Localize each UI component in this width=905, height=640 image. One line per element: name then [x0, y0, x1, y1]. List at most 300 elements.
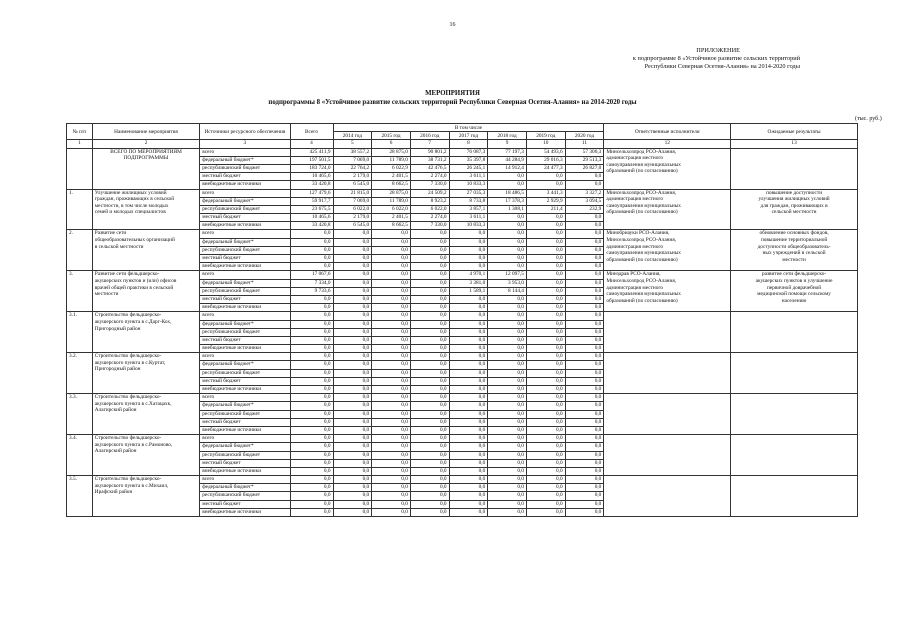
executor-line: Минсельхозпрод РСО-Алания, — [606, 189, 677, 196]
amount-cell: 23 675,5 — [290, 205, 333, 213]
funding-source: федеральный бюджет* — [200, 197, 290, 205]
amount-cell: 0,0 — [372, 328, 411, 336]
expected-results — [731, 476, 858, 517]
amount-cell: 0,0 — [290, 467, 333, 475]
table-row — [67, 271, 858, 279]
amount-cell: 0,0 — [565, 345, 604, 353]
amount-cell: 0,0 — [410, 361, 449, 369]
executor-line: администрация местного — [606, 155, 664, 162]
result-line: развитие сети фельдшерско- — [761, 271, 827, 278]
appendix-title: ПРИЛОЖЕНИЕ — [696, 47, 740, 54]
header-total: Всего — [290, 124, 333, 140]
amount-cell: 0,0 — [290, 451, 333, 459]
executor-line: образований (по согласованию) — [606, 256, 678, 263]
funding-source: всего — [200, 312, 290, 320]
expected-results — [731, 271, 858, 312]
amount-cell: 77 197,3 — [488, 148, 527, 156]
amount-cell: 0,0 — [526, 500, 565, 508]
amount-cell: 44 284,9 — [488, 156, 527, 164]
amount-cell: 0,0 — [333, 320, 372, 328]
amount-cell: 8 923,2 — [410, 197, 449, 205]
document-heading — [0, 89, 905, 107]
row-number: 3.4. — [67, 435, 93, 476]
amount-cell: 0,0 — [526, 181, 565, 189]
amount-cell: 0,0 — [488, 410, 527, 418]
amount-cell: 0,0 — [488, 459, 527, 467]
header-year: 2017 год — [449, 132, 488, 140]
expected-results — [731, 353, 858, 394]
amount-cell: 0,0 — [488, 246, 527, 254]
executors — [604, 189, 731, 230]
amount-cell: 0,0 — [449, 353, 488, 361]
amount-cell: 0,0 — [372, 377, 411, 385]
funding-source: местный бюджет — [200, 295, 290, 303]
amount-cell: 0,0 — [290, 484, 333, 492]
amount-cell: 0,0 — [410, 410, 449, 418]
amount-cell: 0,0 — [449, 500, 488, 508]
header-year: 2015 год — [372, 132, 411, 140]
measure-name-line: граждан, проживающих в сельской — [94, 196, 175, 203]
amount-cell: 0,0 — [488, 255, 527, 263]
amount-cell: 0,0 — [526, 263, 565, 271]
amount-cell: 0,0 — [290, 435, 333, 443]
appendix-line: Республики Северная Осетия-Алания» на 2014-2020 годы — [644, 63, 800, 70]
amount-cell: 6 022,0 — [333, 205, 372, 213]
amount-cell: 0,0 — [333, 459, 372, 467]
amount-cell: 2 274,0 — [410, 173, 449, 181]
amount-cell: 0,0 — [449, 459, 488, 467]
amount-cell: 0,0 — [526, 459, 565, 467]
table-row — [67, 148, 858, 156]
amount-cell: 0,0 — [333, 410, 372, 418]
amount-cell: 232,9 — [565, 205, 604, 213]
amount-cell: 0,0 — [449, 263, 488, 271]
table-row — [67, 394, 858, 402]
amount-cell: 425 411,9 — [290, 148, 333, 156]
expected-results — [731, 394, 858, 435]
amount-cell: 0,0 — [488, 181, 527, 189]
amount-cell: 0,0 — [333, 508, 372, 516]
executor-line: Минобрнауки РСО-Алания, — [606, 230, 670, 237]
measure-name-line: общеобразовательных организаций — [94, 237, 175, 244]
amount-cell: 0,0 — [333, 238, 372, 246]
amount-cell: 0,0 — [372, 353, 411, 361]
column-number: 6 — [372, 140, 411, 148]
amount-cell: 0,0 — [488, 238, 527, 246]
amount-cell: 0,0 — [526, 508, 565, 516]
funding-source: внебюджетные источники — [200, 508, 290, 516]
header-year: 2016 год — [410, 132, 449, 140]
measure-name — [92, 394, 199, 435]
amount-cell: 0,0 — [526, 410, 565, 418]
funding-source: федеральный бюджет* — [200, 361, 290, 369]
amount-cell: 0,0 — [333, 418, 372, 426]
amount-cell: 0,0 — [449, 336, 488, 344]
amount-cell: 0,0 — [565, 304, 604, 312]
amount-cell: 0,0 — [449, 492, 488, 500]
amount-cell: 0,0 — [565, 443, 604, 451]
executors — [604, 476, 731, 517]
amount-cell: 0,0 — [372, 230, 411, 238]
amount-cell: 29 016,3 — [526, 156, 565, 164]
amount-cell: 0,0 — [565, 263, 604, 271]
amount-cell: 0,0 — [565, 328, 604, 336]
amount-cell: 0,0 — [565, 394, 604, 402]
amount-cell: 0,0 — [410, 451, 449, 459]
funding-source: республиканский бюджет — [200, 492, 290, 500]
amount-cell: 0,0 — [333, 484, 372, 492]
amount-cell: 0,0 — [410, 263, 449, 271]
measure-name-line: местности — [94, 291, 119, 298]
amount-cell: 0,0 — [526, 312, 565, 320]
amount-cell: 0,0 — [565, 320, 604, 328]
amount-cell: 0,0 — [372, 467, 411, 475]
executor-line: Минсельхозпрод РСО-Алания, — [606, 277, 677, 284]
amount-cell: 0,0 — [410, 255, 449, 263]
header-executors: Ответственные исполнители — [604, 124, 731, 140]
executor-line: образований (по согласованию) — [606, 209, 678, 216]
amount-cell: 0,0 — [526, 255, 565, 263]
amount-cell: 0,0 — [565, 386, 604, 394]
result-line: сельской местности — [771, 209, 817, 216]
amount-cell: 0,0 — [449, 402, 488, 410]
amount-cell: 0,0 — [565, 500, 604, 508]
funding-source: внебюджетные источники — [200, 263, 290, 271]
amount-cell: 0,0 — [526, 336, 565, 344]
measure-name-line: Пригородный район — [94, 325, 141, 332]
amount-cell: 0,0 — [290, 377, 333, 385]
row-number: 1. — [67, 189, 93, 230]
amount-cell: 1 308,1 — [488, 205, 527, 213]
amount-cell: 0,0 — [290, 353, 333, 361]
column-number: 8 — [449, 140, 488, 148]
result-line: доступности общеобразователь- — [757, 243, 831, 250]
amount-cell: 0,0 — [449, 328, 488, 336]
amount-cell: 0,0 — [290, 328, 333, 336]
amount-cell: 0,0 — [290, 336, 333, 344]
amount-cell: 0,0 — [526, 279, 565, 287]
measure-name — [92, 476, 199, 517]
amount-cell: 0,0 — [410, 500, 449, 508]
amount-cell: 3 441,3 — [526, 189, 565, 197]
executor-line: Минздрав РСО-Алания, — [606, 271, 661, 278]
result-line: медицинской помощи сельскому — [757, 291, 831, 298]
measures-table — [66, 123, 858, 517]
expected-results — [731, 148, 858, 189]
amount-cell: 0,0 — [410, 459, 449, 467]
funding-source: внебюджетные источники — [200, 426, 290, 434]
amount-cell: 0,0 — [449, 410, 488, 418]
funding-source: внебюджетные источники — [200, 345, 290, 353]
column-number: 3 — [200, 140, 290, 148]
amount-cell: 0,0 — [526, 476, 565, 484]
measure-name — [92, 435, 199, 476]
amount-cell: 0,0 — [449, 451, 488, 459]
amount-cell: 6 545,0 — [333, 222, 372, 230]
funding-source: местный бюджет — [200, 214, 290, 222]
result-line: обновление основных фондов, — [759, 230, 829, 237]
amount-cell: 0,0 — [488, 394, 527, 402]
executor-line: администрация местного — [606, 284, 664, 291]
amount-cell: 0,0 — [488, 304, 527, 312]
amount-cell: 0,0 — [290, 361, 333, 369]
amount-cell: 0,0 — [565, 426, 604, 434]
amount-cell: 2 274,0 — [410, 214, 449, 222]
amount-cell: 7 069,0 — [333, 197, 372, 205]
amount-cell: 6 545,0 — [333, 181, 372, 189]
amount-cell: 2 179,0 — [333, 214, 372, 222]
amount-cell: 183 724,0 — [290, 164, 333, 172]
amount-cell: 0,0 — [488, 230, 527, 238]
amount-cell: 0,0 — [410, 426, 449, 434]
amount-cell: 0,0 — [526, 214, 565, 222]
amount-cell: 0,0 — [372, 386, 411, 394]
header-year: 2020 год — [565, 132, 604, 140]
measure-name-line: акушерского пункта в с.Дарг-Кох, — [94, 318, 172, 325]
funding-source: внебюджетные источники — [200, 222, 290, 230]
amount-cell: 0,0 — [290, 230, 333, 238]
page-number: 16 — [449, 22, 456, 28]
header-results: Ожидаемые результаты — [731, 124, 858, 140]
amount-cell: 0,0 — [333, 386, 372, 394]
executor-line: самоуправления муниципальных — [606, 291, 681, 298]
amount-cell: 0,0 — [488, 467, 527, 475]
amount-cell: 0,0 — [410, 328, 449, 336]
amount-cell: 0,0 — [526, 443, 565, 451]
amount-cell: 0,0 — [290, 238, 333, 246]
amount-cell: 0,0 — [488, 377, 527, 385]
executors — [604, 353, 731, 394]
amount-cell: 33 420,8 — [290, 181, 333, 189]
amount-cell: 0,0 — [333, 443, 372, 451]
result-line: населению — [781, 297, 807, 304]
funding-source: федеральный бюджет* — [200, 484, 290, 492]
funding-source: всего — [200, 353, 290, 361]
measure-name-line: семей и молодых специалистов — [94, 209, 166, 216]
measure-name-line: Алагирский район — [94, 448, 137, 455]
amount-cell: 0,0 — [410, 271, 449, 279]
amount-cell: 0,0 — [410, 295, 449, 303]
amount-cell: 0,0 — [449, 508, 488, 516]
amount-cell: 0,0 — [565, 279, 604, 287]
amount-cell: 0,0 — [565, 287, 604, 295]
amount-cell: 0,0 — [488, 484, 527, 492]
amount-cell: 0,0 — [488, 369, 527, 377]
amount-cell: 0,0 — [488, 443, 527, 451]
amount-cell: 0,0 — [565, 451, 604, 459]
expected-results — [731, 189, 858, 230]
amount-cell: 0,0 — [449, 295, 488, 303]
amount-cell: 59 917,7 — [290, 197, 333, 205]
amount-cell: 197 501,5 — [290, 156, 333, 164]
amount-cell: 0,0 — [449, 230, 488, 238]
amount-cell: 3 611,1 — [449, 173, 488, 181]
amount-cell: 0,0 — [333, 426, 372, 434]
column-number: 7 — [410, 140, 449, 148]
amount-cell: 0,0 — [488, 426, 527, 434]
amount-cell: 57 300,3 — [565, 148, 604, 156]
amount-cell: 7 334,0 — [290, 279, 333, 287]
amount-cell: 0,0 — [526, 304, 565, 312]
amount-cell: 0,0 — [290, 459, 333, 467]
executor-line: Минсельхозпрод РСО-Алания, — [606, 237, 677, 244]
amount-cell: 0,0 — [290, 410, 333, 418]
amount-cell: 35 397,8 — [449, 156, 488, 164]
amount-cell: 0,0 — [333, 369, 372, 377]
funding-source: местный бюджет — [200, 418, 290, 426]
amount-cell: 6 022,9 — [372, 164, 411, 172]
amount-cell: 0,0 — [333, 295, 372, 303]
amount-cell: 0,0 — [410, 345, 449, 353]
amount-cell: 0,0 — [565, 418, 604, 426]
funding-source: федеральный бюджет* — [200, 320, 290, 328]
table-row — [67, 230, 858, 238]
funding-source: всего — [200, 476, 290, 484]
amount-cell: 0,0 — [372, 238, 411, 246]
amount-cell: 127 479,6 — [290, 189, 333, 197]
funding-source: всего — [200, 189, 290, 197]
amount-cell: 0,0 — [565, 484, 604, 492]
executors — [604, 312, 731, 353]
result-line: повышение территориальной — [760, 237, 828, 244]
funding-source: федеральный бюджет* — [200, 443, 290, 451]
amount-cell: 24 509,2 — [410, 189, 449, 197]
amount-cell: 21 815,0 — [333, 189, 372, 197]
amount-cell: 0,0 — [488, 263, 527, 271]
amount-cell: 0,0 — [372, 484, 411, 492]
amount-cell: 0,0 — [410, 353, 449, 361]
amount-cell: 0,0 — [526, 328, 565, 336]
executor-line: Минсельхозпрод РСО-Алания, — [606, 148, 677, 155]
amount-cell: 0,0 — [290, 508, 333, 516]
amount-cell: 0,0 — [526, 287, 565, 295]
amount-cell: 0,0 — [565, 246, 604, 254]
amount-cell: 0,0 — [526, 295, 565, 303]
table-row — [67, 353, 858, 361]
amount-cell: 0,0 — [526, 435, 565, 443]
amount-cell: 0,0 — [290, 246, 333, 254]
amount-cell: 0,0 — [410, 386, 449, 394]
funding-source: всего — [200, 394, 290, 402]
amount-cell: 17 378,3 — [488, 197, 527, 205]
measure-name — [92, 312, 199, 353]
executor-line: администрация местного — [606, 196, 664, 203]
amount-cell: 0,0 — [290, 394, 333, 402]
executors — [604, 230, 731, 271]
amount-cell: 10 833,3 — [449, 181, 488, 189]
row-number: 3.3. — [67, 394, 93, 435]
amount-cell: 0,0 — [290, 418, 333, 426]
amount-cell: 0,0 — [290, 255, 333, 263]
amount-cell: 0,0 — [333, 279, 372, 287]
expected-results — [731, 312, 858, 353]
amount-cell: 18 486,5 — [488, 189, 527, 197]
row-number: 3.2. — [67, 353, 93, 394]
amount-cell: 0,0 — [488, 361, 527, 369]
measure-name-line: Строительство фельдшерско- — [94, 353, 162, 360]
funding-source: республиканский бюджет — [200, 369, 290, 377]
amount-cell: 0,0 — [526, 492, 565, 500]
amount-cell: 0,0 — [410, 476, 449, 484]
amount-cell: 0,0 — [488, 353, 527, 361]
amount-cell: 26 827,0 — [565, 164, 604, 172]
column-number: 10 — [526, 140, 565, 148]
amount-cell: 0,0 — [526, 386, 565, 394]
measure-name-line: акушерского пункта в с.Хатацахк, — [94, 400, 172, 407]
amount-cell: 7 330,0 — [410, 222, 449, 230]
row-number: 3.5. — [67, 476, 93, 517]
appendix-line: к подпрограмме 8 «Устойчивое развитие сельских территорий — [632, 55, 800, 62]
amount-cell: 0,0 — [410, 246, 449, 254]
amount-cell: 0,0 — [372, 508, 411, 516]
appendix-block — [470, 47, 800, 71]
measure-name — [92, 148, 199, 189]
amount-cell: 0,0 — [449, 377, 488, 385]
amount-cell: 8 144,4 — [488, 287, 527, 295]
amount-cell: 2 179,0 — [333, 173, 372, 181]
amount-cell: 0,0 — [333, 402, 372, 410]
funding-source: республиканский бюджет — [200, 451, 290, 459]
amount-cell: 0,0 — [333, 255, 372, 263]
measure-name-line: врачей общей практики в сельской — [94, 284, 174, 291]
measure-name-line: Развитие сети — [94, 230, 127, 237]
amount-cell: 0,0 — [410, 435, 449, 443]
amount-cell: 0,0 — [526, 484, 565, 492]
funding-source: федеральный бюджет* — [200, 279, 290, 287]
heading-title: МЕРОПРИЯТИЯ — [425, 90, 480, 97]
amount-cell: 0,0 — [290, 263, 333, 271]
amount-cell: 0,0 — [449, 394, 488, 402]
amount-cell: 0,0 — [565, 361, 604, 369]
amount-cell: 0,0 — [488, 320, 527, 328]
amount-cell: 0,0 — [565, 255, 604, 263]
measure-name — [92, 353, 199, 394]
amount-cell: 10 465,6 — [290, 214, 333, 222]
header-num: № п/п — [67, 124, 93, 140]
funding-source: внебюджетные источники — [200, 304, 290, 312]
amount-cell: 0,0 — [290, 320, 333, 328]
amount-cell: 0,0 — [372, 246, 411, 254]
table-row — [67, 312, 858, 320]
funding-source: республиканский бюджет — [200, 246, 290, 254]
amount-cell: 0,0 — [449, 418, 488, 426]
amount-cell: 29 513,3 — [565, 156, 604, 164]
expected-results — [731, 230, 858, 271]
column-number: 4 — [290, 140, 333, 148]
amount-cell: 0,0 — [372, 279, 411, 287]
funding-source: республиканский бюджет — [200, 328, 290, 336]
amount-cell: 0,0 — [410, 304, 449, 312]
executor-line: администрация местного — [606, 243, 664, 250]
amount-cell: 0,0 — [526, 230, 565, 238]
amount-cell: 0,0 — [565, 181, 604, 189]
result-line: первичной доврачебной — [767, 284, 822, 291]
amount-cell: 0,0 — [526, 361, 565, 369]
amount-cell: 8 662,5 — [372, 222, 411, 230]
header-year: 2018 год — [488, 132, 527, 140]
amount-cell: 0,0 — [449, 312, 488, 320]
row-number: 3.1. — [67, 312, 93, 353]
amount-cell: 8 662,5 — [372, 181, 411, 189]
measure-name-line: Алагирский район — [94, 407, 137, 414]
amount-cell: 2 401,5 — [372, 173, 411, 181]
amount-cell: 0,0 — [333, 476, 372, 484]
measure-name-line: Пригородный район — [94, 366, 141, 373]
amount-cell: 0,0 — [526, 402, 565, 410]
header-year: 2014 год — [333, 132, 372, 140]
amount-cell: 0,0 — [333, 361, 372, 369]
amount-cell: 0,0 — [290, 345, 333, 353]
